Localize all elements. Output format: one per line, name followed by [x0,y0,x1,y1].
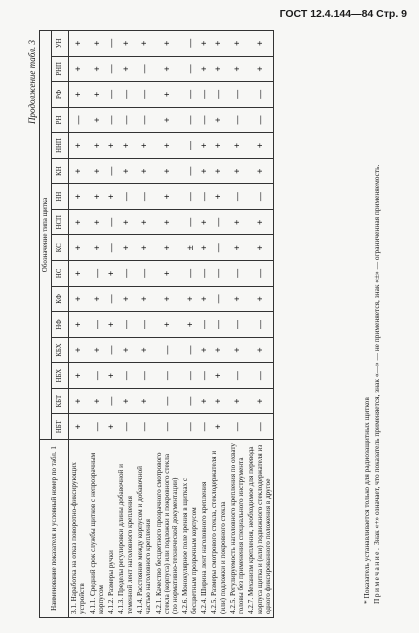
applicability-cell: — [116,261,135,287]
applicability-cell: + [69,235,88,261]
applicability-cell: — [135,414,154,440]
applicability-cell: + [69,209,88,235]
applicability-cell: + [199,31,209,57]
applicability-cell: + [116,286,135,312]
applicability-cell: — [228,107,247,133]
applicability-cell: + [135,286,154,312]
applicability-cell: + [88,388,107,414]
applicability-cell: + [246,337,273,363]
applicability-cell: — [199,82,209,108]
applicability-cell: + [199,158,209,184]
applicability-cell: — [228,261,247,287]
applicability-cell: + [228,388,247,414]
applicability-cell: — [106,158,116,184]
table-row [246,31,273,618]
applicability-cell: + [228,286,247,312]
applicability-cell: — [246,184,273,210]
applicability-cell: — [135,312,154,338]
applicability-cell: + [228,56,247,82]
applicability-cell: — [246,414,273,440]
applicability-cell: — [116,82,135,108]
applicability-cell: — [228,363,247,389]
applicability-cell: — [106,209,116,235]
applicability-cell: + [69,133,88,159]
applicability-cell: + [199,286,209,312]
applicability-cell: + [246,235,273,261]
applicability-cell: + [154,184,181,210]
note [372,30,382,618]
applicability-cell: + [88,235,107,261]
applicability-cell: — [209,261,228,287]
applicability-cell: — [199,184,209,210]
applicability-cell: — [180,31,199,57]
applicability-cell: + [69,82,88,108]
applicability-cell: — [180,414,199,440]
indicator-name: 4.2.4. Ширина лент наголовного крепления [199,440,209,618]
applicability-cell: + [246,388,273,414]
applicability-cell: — [88,363,107,389]
applicability-cell: + [135,235,154,261]
indicator-name: 4.2.6. Монокулярное поле зрения в щитках с бесцветным прозрачным корпусом [180,440,199,618]
applicability-cell: + [135,209,154,235]
applicability-cell: + [180,286,199,312]
table-row [106,31,116,618]
applicability-cell: — [246,312,273,338]
table-row [199,31,209,618]
applicability-cell: + [69,363,88,389]
type-group-header: Обозначение типа щитка [40,31,52,440]
applicability-cell: + [246,286,273,312]
column-header: КБТ [52,388,69,414]
applicability-cell: + [209,337,228,363]
applicability-cell: — [209,209,228,235]
applicability-cell: + [209,184,228,210]
applicability-cell: — [106,82,116,108]
applicability-cell: + [154,107,181,133]
column-header: ННП [52,133,69,159]
applicability-cell: + [69,388,88,414]
column-header: КС [52,235,69,261]
applicability-cell: + [246,31,273,57]
applicability-cell: + [154,312,181,338]
applicability-cell: + [199,209,209,235]
table-footer [362,30,382,618]
table-group-header-row [40,31,52,618]
applicability-cell: — [116,414,135,440]
applicability-cell: + [106,414,116,440]
applicability-cell: — [116,363,135,389]
applicability-cell: — [180,337,199,363]
applicability-cell: + [154,209,181,235]
table-continuation-label: Продолжение табл. 3 [27,40,37,124]
applicability-cell: — [180,107,199,133]
applicability-cell: + [209,107,228,133]
applicability-cell: + [116,133,135,159]
applicability-cell: + [69,158,88,184]
applicability-cell: + [199,133,209,159]
applicability-cell: + [228,235,247,261]
table-row [135,31,154,618]
rotated-page-content [25,26,400,626]
applicability-cell: — [154,414,181,440]
applicability-cell: + [246,133,273,159]
applicability-cell: + [88,107,107,133]
applicability-cell: + [228,337,247,363]
applicability-cell: — [106,388,116,414]
applicability-cell: + [135,337,154,363]
applicability-cell: + [209,56,228,82]
applicability-cell: — [228,184,247,210]
applicability-cell: + [246,209,273,235]
indicator-name: 4.2.1. Качество бесцветного прозрачного смотрового стекла (корпуса) или подложки и покровного стекла (по нормативно-технической документации) [154,440,181,618]
applicability-cell: + [154,133,181,159]
applicability-cell: + [106,312,116,338]
indicator-name: 4.1.3. Пределы регулировки длины добавочной и теменной лент наголовного крепления [116,440,135,618]
applicability-cell: + [116,337,135,363]
column-header: КБХ [52,337,69,363]
applicability-cell: + [154,158,181,184]
applicability-cell: + [199,388,209,414]
applicability-cell: + [209,31,228,57]
applicability-cell: + [116,235,135,261]
indicator-name: 4.2.5. Регулируемость наголовного крепления по охвату головы без применения специального инструмента [228,440,247,618]
applicability-cell: — [199,261,209,287]
applicability-cell: + [228,209,247,235]
column-header: НБХ [52,363,69,389]
indicator-name: 4.2.5. Размеры смотрового стекла, стеклодержателя и (или) подложки и покровного стекла [209,440,228,618]
applicability-cell: + [135,31,154,57]
applicability-cell: — [106,235,116,261]
applicability-cell: — [88,261,107,287]
applicability-cell: + [199,337,209,363]
applicability-cell: — [135,107,154,133]
applicability-cell: + [154,82,181,108]
indicator-table [39,30,274,618]
applicability-cell: + [135,158,154,184]
note-text: Знак «+» означает, что показатель применяется, знак «—» — не применяется, знак «±» — ограниченная применяемость. [371,164,381,545]
applicability-cell: — [106,56,116,82]
applicability-cell: — [116,312,135,338]
applicability-cell: — [228,414,247,440]
applicability-cell: — [88,312,107,338]
applicability-cell: + [88,286,107,312]
applicability-cell: — [135,82,154,108]
applicability-cell: + [154,235,181,261]
applicability-cell: — [135,56,154,82]
applicability-cell: + [69,337,88,363]
applicability-cell: — [246,107,273,133]
indicator-name: 4.1.2. Размеры ручки [106,440,116,618]
applicability-cell: + [88,133,107,159]
column-header: РФ [52,82,69,108]
applicability-cell: + [69,184,88,210]
applicability-cell: — [106,337,116,363]
applicability-cell: — [135,363,154,389]
applicability-cell: + [116,158,135,184]
applicability-cell: — [228,82,247,108]
applicability-cell: + [88,184,107,210]
applicability-cell: + [154,261,181,287]
indicator-name: 4.1.4. Расстояние между корпусом и добавочной частью наголовного крепления [135,440,154,618]
applicability-cell: — [209,312,228,338]
applicability-cell: + [116,388,135,414]
applicability-cell: + [88,56,107,82]
applicability-cell: + [88,337,107,363]
applicability-cell: + [199,56,209,82]
applicability-cell: — [199,312,209,338]
column-header: УН [52,31,69,57]
applicability-cell: + [88,158,107,184]
column-header: НБТ [52,414,69,440]
applicability-cell: ± [180,235,199,261]
applicability-cell: — [106,31,116,57]
applicability-cell: + [116,56,135,82]
applicability-cell: + [69,286,88,312]
applicability-cell: + [88,209,107,235]
applicability-cell: + [69,414,88,440]
applicability-cell: — [106,286,116,312]
applicability-cell: — [154,388,181,414]
applicability-cell: — [180,209,199,235]
applicability-cell: — [180,261,199,287]
applicability-cell: + [246,158,273,184]
applicability-cell: — [246,363,273,389]
applicability-cell: + [69,261,88,287]
applicability-cell: — [135,184,154,210]
applicability-cell: + [106,184,116,210]
applicability-cell: + [209,158,228,184]
applicability-cell: + [209,388,228,414]
table-row [69,31,88,618]
applicability-cell: + [69,56,88,82]
applicability-cell: + [209,363,228,389]
applicability-cell: + [180,312,199,338]
applicability-cell: + [135,133,154,159]
table-body [69,31,274,618]
applicability-cell: + [106,133,116,159]
table-row [116,31,135,618]
applicability-cell: — [180,363,199,389]
applicability-cell: — [154,337,181,363]
applicability-cell: + [199,235,209,261]
column-header: КН [52,158,69,184]
applicability-cell: — [180,184,199,210]
applicability-cell: — [180,158,199,184]
applicability-cell: + [154,31,181,57]
column-header: НС [52,261,69,287]
applicability-cell: — [116,184,135,210]
applicability-cell: + [228,31,247,57]
applicability-cell: — [209,82,228,108]
applicability-cell: + [209,133,228,159]
applicability-cell: — [246,261,273,287]
indicator-name: 4.2.7. Механизм крепления, необходимое для перевода корпуса щитка и (или) подвижного стеклодержателя из одного фиксированного положения в другое [246,440,273,618]
table-row [228,31,247,618]
footnote: * Показатель устанавливается только для радиозащитных щитков [362,397,371,604]
column-header: КФ [52,286,69,312]
applicability-cell: + [106,363,116,389]
applicability-cell: — [88,414,107,440]
note-label: Примечание. [371,546,381,604]
name-column-header: Наименование показателя и условный номер по табл. 1 [40,440,69,618]
applicability-cell: — [180,82,199,108]
page-header: ГОСТ 12.4.144—84 Стр. 9 [279,8,407,20]
column-header: РНП [52,56,69,82]
applicability-cell: — [209,235,228,261]
applicability-cell: — [180,388,199,414]
applicability-cell: + [228,158,247,184]
table-row [180,31,199,618]
applicability-cell: + [88,31,107,57]
applicability-cell: — [154,363,181,389]
applicability-cell: — [116,107,135,133]
table-row [209,31,228,618]
applicability-cell: + [69,31,88,57]
table-row [88,31,107,618]
applicability-cell: + [154,286,181,312]
applicability-cell: — [228,312,247,338]
applicability-cell: — [69,107,88,133]
column-header: НФ [52,312,69,338]
applicability-cell: — [246,82,273,108]
applicability-cell: + [228,133,247,159]
applicability-cell: + [69,312,88,338]
applicability-cell: + [135,388,154,414]
applicability-cell: + [116,209,135,235]
applicability-cell: — [209,286,228,312]
column-header: НН [52,184,69,210]
indicator-name: 3.1. Наработка на отказ поворотно-фиксирующих устройств [69,440,88,618]
applicability-cell: — [135,261,154,287]
column-header: НСП [52,209,69,235]
applicability-cell: + [116,31,135,57]
column-header: РН [52,107,69,133]
indicator-name: 4.1.1. Средний срок службы щитков с непрозрачным корпусом [88,440,107,618]
applicability-cell: — [180,56,199,82]
applicability-cell: + [154,56,181,82]
table-row [154,31,181,618]
applicability-cell: — [180,133,199,159]
applicability-cell: — [199,414,209,440]
applicability-cell: + [209,414,228,440]
applicability-cell: + [106,261,116,287]
applicability-cell: — [106,107,116,133]
applicability-cell: + [88,82,107,108]
applicability-cell: — [199,363,209,389]
applicability-cell: — [199,107,209,133]
applicability-cell: + [246,56,273,82]
